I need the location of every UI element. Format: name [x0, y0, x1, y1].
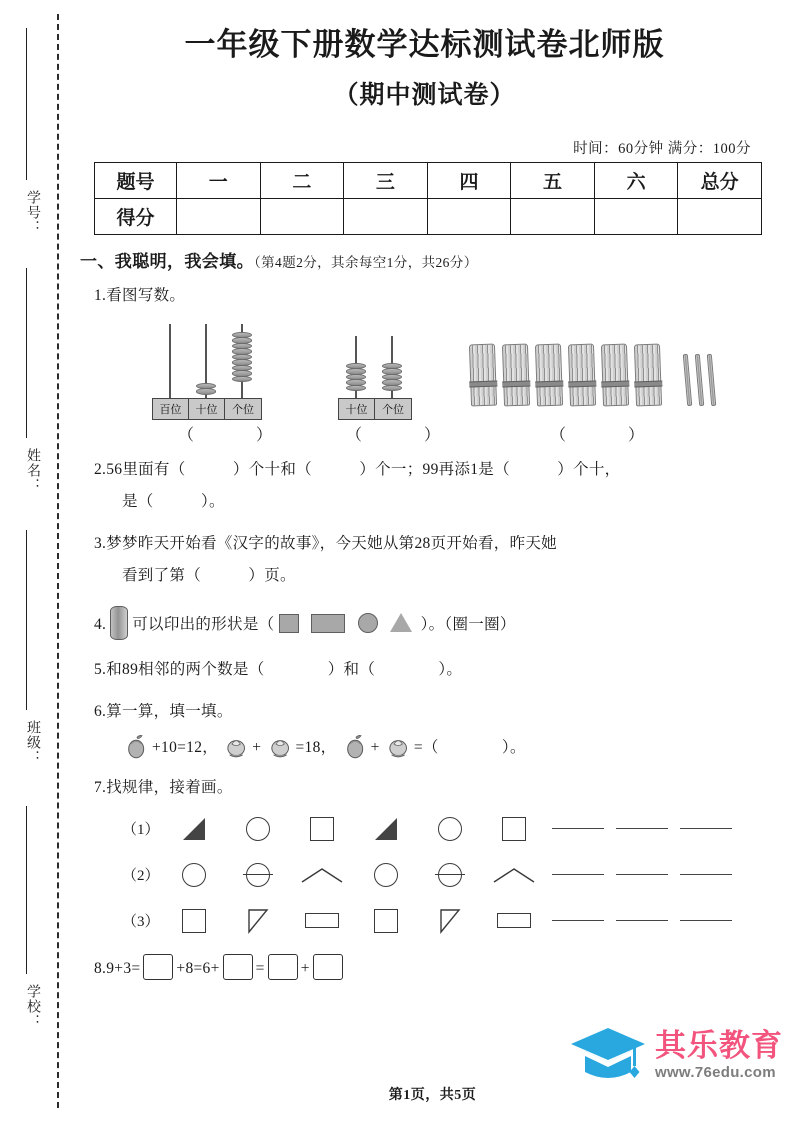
peach-icon [386, 734, 412, 759]
peach-icon [224, 734, 250, 759]
page-title: 一年级下册数学达标测试卷北师版 [184, 27, 665, 62]
abacus-rod-hundreds [169, 324, 171, 398]
abacus-base-labels-2 [338, 398, 412, 420]
pattern-row-1-label: （1） [122, 822, 160, 839]
abacus-two-column [338, 318, 451, 444]
answer-box[interactable] [313, 954, 343, 980]
question-6-equations [122, 734, 769, 760]
pattern-row-2-label: （2） [122, 868, 160, 885]
triangle-right-icon [162, 812, 226, 846]
question-6-eq1: +10=12， [152, 738, 219, 756]
score-cell-2[interactable] [260, 198, 344, 234]
answer-blank[interactable] [546, 904, 610, 938]
square-icon [162, 904, 226, 938]
table-row-scores [95, 198, 762, 234]
abacus-beads-ones-2 [382, 363, 402, 391]
score-table-col-5: 五 [511, 162, 595, 198]
square-icon [354, 904, 418, 938]
score-table-row-label-number: 题号 [95, 162, 177, 198]
answer-blank[interactable] [674, 812, 738, 846]
question-4 [94, 606, 769, 640]
section-heading-note: （第4题2分，其余每空1分，共26分） [254, 254, 478, 270]
score-table-col-6: 六 [594, 162, 678, 198]
question-1-answer-3[interactable]: （ ） [550, 426, 655, 444]
question-2-line-1: 2.56里面有（ ）个十和（ ）个一；99再添1是（ ）个十， [94, 460, 621, 478]
pattern-row-3 [122, 904, 769, 938]
answer-blank[interactable] [610, 904, 674, 938]
margin-rule-4 [26, 806, 27, 974]
circle-icon [418, 812, 482, 846]
answer-box[interactable] [223, 954, 253, 980]
answer-blank[interactable] [610, 812, 674, 846]
brand-logo [569, 1024, 783, 1086]
square-icon [482, 812, 546, 846]
cylinder-icon [110, 606, 128, 640]
score-cell-4[interactable] [427, 198, 511, 234]
table-row-header [95, 162, 762, 198]
triangle-flat-icon [290, 858, 354, 892]
abacus-beads-tens [196, 383, 216, 394]
question-6-plus-1: + [252, 738, 262, 756]
question-5: 5.和89相邻的两个数是（ ）和（ ）。 [94, 660, 463, 678]
stick-bundles-figure [470, 318, 750, 444]
circle-with-line-icon [418, 858, 482, 892]
pattern-row-3-label: （3） [122, 914, 160, 931]
answer-box[interactable] [268, 954, 298, 980]
pear-icon [343, 734, 369, 759]
score-cell-3[interactable] [344, 198, 428, 234]
margin-rule-2 [26, 268, 27, 438]
triangle-flat-icon [482, 858, 546, 892]
stick-bundle-group [470, 344, 714, 406]
abacus-base-labels [152, 398, 262, 420]
left-margin-strip [0, 0, 72, 1122]
margin-rule-3 [26, 530, 27, 710]
margin-label-school: 学校： [26, 984, 42, 1029]
pattern-row-1 [122, 812, 769, 846]
score-table-col-total: 总分 [678, 162, 762, 198]
question-8 [94, 954, 769, 981]
question-2-line-2: 是（ ）。 [122, 492, 225, 510]
question-1-figures [80, 318, 769, 446]
single-stick [683, 354, 693, 406]
abacus-three-column [152, 318, 283, 444]
triangle-right-icon [354, 812, 418, 846]
answer-blank[interactable] [674, 904, 738, 938]
question-8-part-2: +8=6+ [176, 959, 220, 977]
score-table-row-label-score: 得分 [95, 198, 177, 234]
graduation-cap-icon [569, 1024, 647, 1086]
page-footer: 第1页，共5页 [388, 1088, 477, 1103]
margin-label-student-id: 学号： [26, 190, 42, 235]
circle-icon [226, 812, 290, 846]
question-6-text: 6.算一算，填一填。 [94, 702, 233, 720]
logo-url: www.76edu.com [655, 1064, 776, 1081]
abacus-beads-tens-2 [346, 363, 366, 391]
margin-label-name: 姓名： [26, 448, 42, 493]
answer-blank[interactable] [674, 858, 738, 892]
peach-icon [268, 734, 294, 759]
single-stick [707, 354, 717, 406]
question-8-part-4: + [300, 959, 310, 977]
section-heading [80, 247, 769, 272]
circle-icon [162, 858, 226, 892]
triangle-slant-icon [226, 904, 290, 938]
exam-page [72, 0, 793, 1122]
answer-blank[interactable] [546, 858, 610, 892]
stick-bundle [535, 343, 563, 406]
logo-text-block [655, 1030, 783, 1080]
question-8-number: 8. [94, 959, 107, 977]
score-table-col-2: 二 [260, 162, 344, 198]
abacus-label-tens-2: 十位 [339, 399, 375, 419]
question-1-text: 1.看图写数。 [94, 286, 186, 304]
triangle-slant-icon [418, 904, 482, 938]
score-table-col-4: 四 [427, 162, 511, 198]
square-shape-icon[interactable] [279, 614, 299, 633]
circle-shape-icon[interactable] [358, 613, 378, 633]
score-table-col-3: 三 [344, 162, 428, 198]
answer-box[interactable] [143, 954, 173, 980]
score-cell-total[interactable] [678, 198, 762, 234]
abacus-label-hundreds: 百位 [153, 399, 189, 419]
stick-bundle [502, 343, 530, 406]
tear-off-dashed-line [57, 14, 59, 1108]
question-8-part-1: 9+3= [106, 959, 141, 977]
score-table [94, 162, 762, 235]
stick-bundle [568, 343, 596, 406]
question-7-text: 7.找规律，接着画。 [94, 778, 233, 796]
logo-brand-name: 其乐教育 [655, 1028, 783, 1063]
answer-blank[interactable] [546, 812, 610, 846]
answer-blank[interactable] [610, 858, 674, 892]
question-8-part-3: = [255, 959, 265, 977]
question-6-eq3[interactable]: =（ ）。 [413, 738, 526, 756]
score-cell-6[interactable] [594, 198, 678, 234]
question-6-plus-2: + [370, 738, 380, 756]
question-3-line-1: 3.梦梦昨天开始看《汉字的故事》，今天她从第28页开始看，昨天她 [94, 534, 557, 552]
rectangle-wide-icon [482, 904, 546, 938]
question-4-text-after: ）。（圈一圈） [420, 615, 516, 633]
score-cell-5[interactable] [511, 198, 595, 234]
stick-bundle [469, 343, 497, 406]
pear-icon [124, 734, 150, 759]
question-4-number: 4. [94, 615, 107, 633]
pattern-row-2 [122, 858, 769, 892]
margin-label-class: 班级： [26, 720, 42, 765]
margin-rule-1 [26, 28, 27, 180]
triangle-shape-icon[interactable] [390, 613, 412, 632]
question-1-answer-1[interactable]: （ ） [178, 426, 283, 444]
rectangle-shape-icon[interactable] [311, 614, 345, 633]
square-icon [290, 812, 354, 846]
question-6-eq2: =18， [295, 738, 337, 756]
question-4-text-before: 可以印出的形状是（ [132, 615, 275, 633]
score-table-col-1: 一 [177, 162, 261, 198]
question-3-line-2: 看到了第（ ）页。 [122, 566, 296, 584]
single-stick [695, 354, 705, 406]
page-subtitle: （期中测试卷） [333, 81, 516, 109]
section-heading-text: 一、我聪明，我会填。 [80, 251, 254, 271]
stick-bundle [601, 343, 629, 406]
exam-meta: 时间：60分钟 满分：100分 [573, 140, 751, 157]
abacus-label-tens: 十位 [189, 399, 225, 419]
abacus-label-ones: 个位 [232, 403, 254, 416]
rectangle-wide-icon [290, 904, 354, 938]
stick-bundle [634, 343, 662, 406]
circle-with-line-icon [226, 858, 290, 892]
abacus-label-ones-2: 个位 [382, 403, 404, 416]
question-1-answer-2[interactable]: （ ） [346, 426, 451, 444]
circle-icon [354, 858, 418, 892]
abacus-beads-ones [232, 332, 252, 382]
score-cell-1[interactable] [177, 198, 261, 234]
